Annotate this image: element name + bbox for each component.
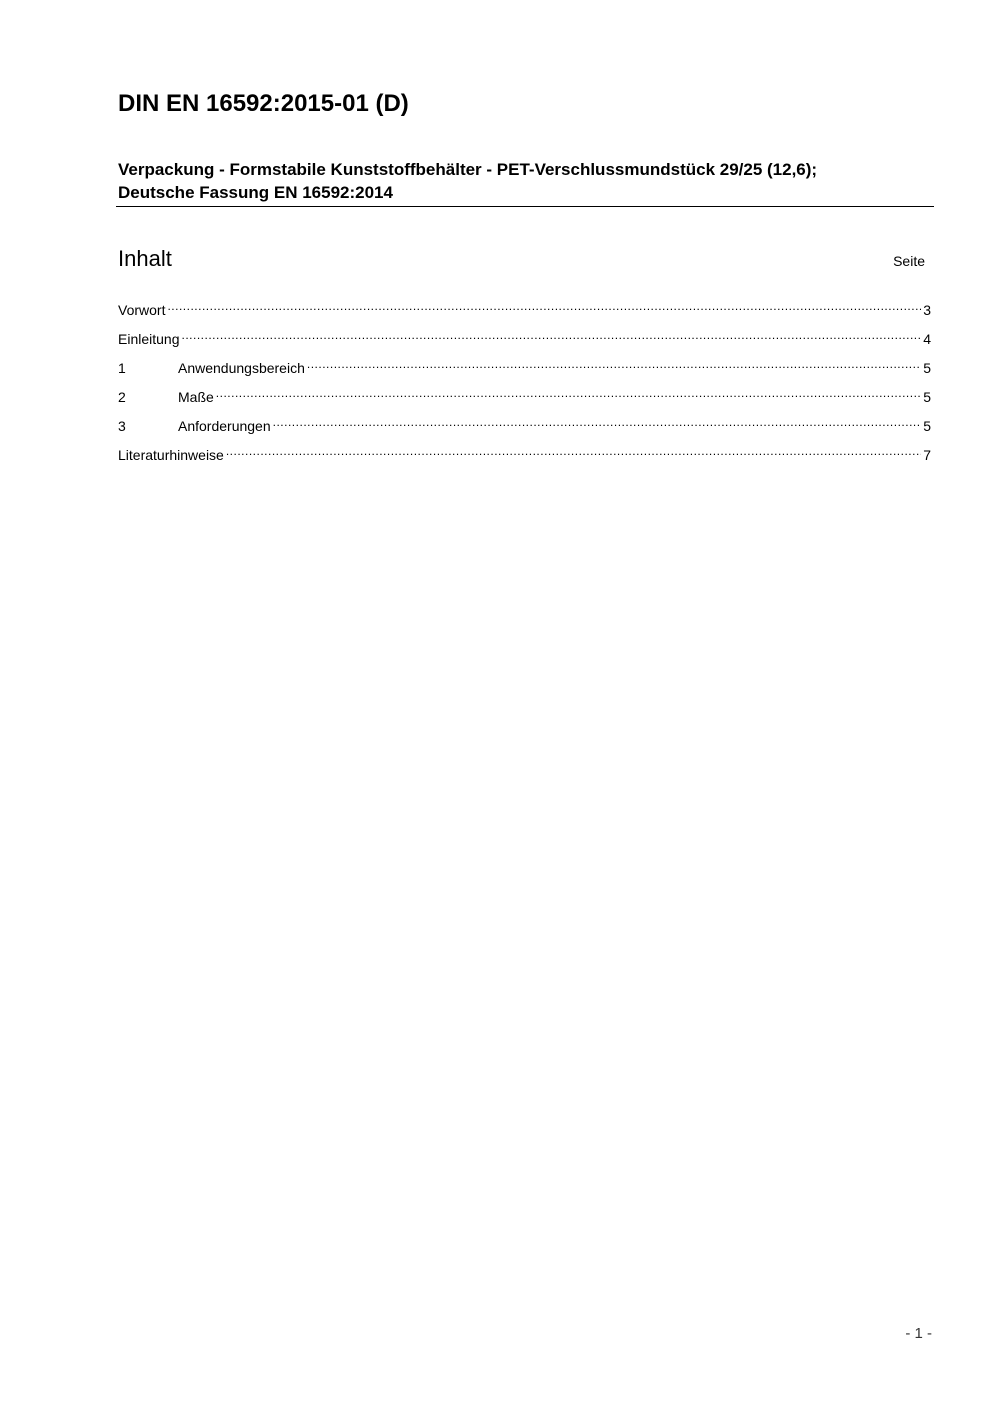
toc-entry-anforderungen[interactable] — [118, 416, 931, 445]
toc-entry-masse[interactable] — [118, 387, 931, 416]
toc-entry-number: 3 — [118, 418, 126, 434]
toc-entry-page: 7 — [923, 447, 931, 463]
toc-entry-page: 3 — [923, 302, 931, 318]
toc-entry-literaturhinweise[interactable] — [118, 445, 931, 474]
toc-entry-page: 5 — [923, 360, 931, 376]
toc-entry-vorwort[interactable] — [118, 300, 931, 329]
toc-leader-dots — [273, 417, 922, 431]
document-subtitle: Verpackung - Formstabile Kunststoffbehälter - PET-Verschlussmundstück 29/25 (12,6); Deutsche Fassung EN 16592:2014 — [118, 160, 818, 202]
toc-heading: Inhalt — [118, 246, 172, 271]
toc-entry-number: 1 — [118, 360, 126, 376]
toc-entry-number: 2 — [118, 389, 126, 405]
toc-entry-title: Anforderungen — [178, 418, 271, 434]
toc-entry-title: Einleitung — [118, 331, 180, 347]
toc-leader-dots — [167, 301, 921, 315]
toc-leader-dots — [182, 330, 922, 344]
toc-entry-title: Literaturhinweise — [118, 447, 224, 463]
toc-leader-dots — [307, 359, 921, 373]
toc-entry-einleitung[interactable] — [118, 329, 931, 358]
table-of-contents — [118, 300, 931, 474]
document-title: DIN EN 16592:2015-01 (D) — [118, 90, 409, 117]
page-number: - 1 - — [905, 1325, 932, 1342]
toc-entry-title: Maße — [178, 389, 214, 405]
toc-entry-page: 5 — [923, 418, 931, 434]
toc-entry-page: 4 — [923, 331, 931, 347]
toc-leader-dots — [216, 388, 921, 402]
toc-entry-title: Anwendungsbereich — [178, 360, 305, 376]
toc-leader-dots — [226, 446, 921, 460]
toc-page-column-label: Seite — [893, 253, 925, 269]
toc-entry-title: Vorwort — [118, 302, 166, 318]
title-divider — [116, 206, 934, 207]
toc-entry-anwendungsbereich[interactable] — [118, 358, 931, 387]
toc-entry-page: 5 — [923, 389, 931, 405]
